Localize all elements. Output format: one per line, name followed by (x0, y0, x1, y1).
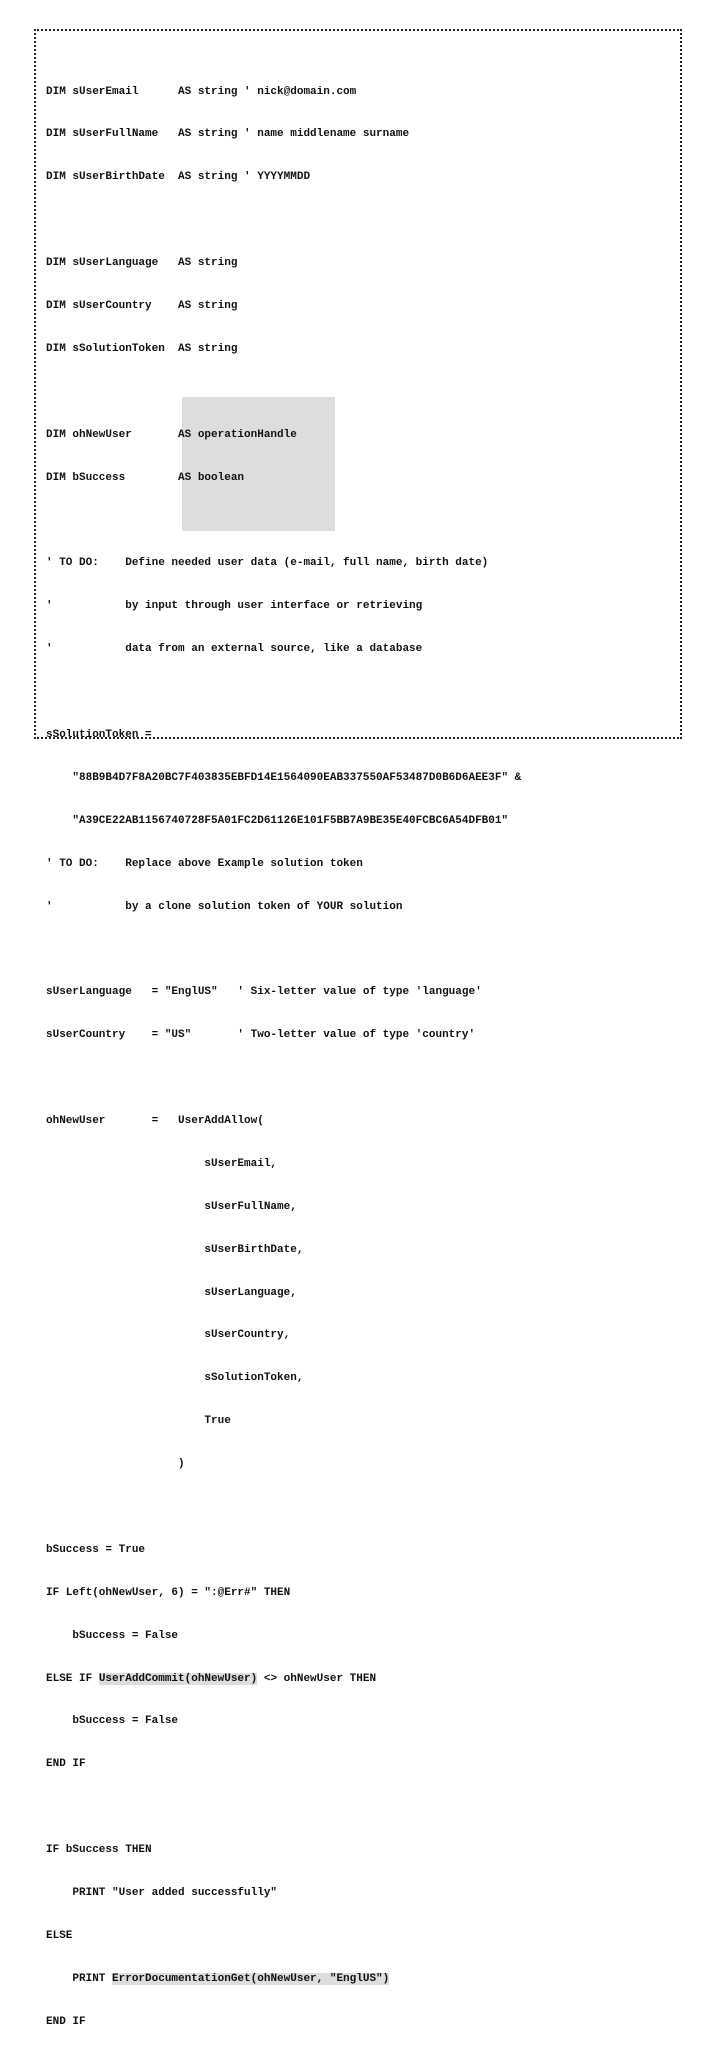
code-line: "88B9B4D7F8A20BC7F403835EBFD14E1564090EAB337550AF53487D0B6D6AEE3F" & (46, 771, 522, 784)
code-line: ' data from an external source, like a database (46, 643, 423, 656)
code-line: DIM sUserLanguage AS string (46, 257, 238, 270)
code-line: DIM bSuccess AS boolean (46, 471, 245, 484)
code-line (46, 385, 521, 399)
code-line: sSolutionToken = (46, 728, 152, 741)
code-line: sUserCountry, (46, 1329, 291, 1342)
code-line: sUserFullName, (46, 1200, 297, 1213)
code-line (46, 1071, 521, 1085)
code-line: DIM sUserEmail AS string ' nick@domain.com (46, 85, 357, 98)
code-line (46, 1800, 521, 1814)
code-listing-box (34, 29, 682, 2028)
code-line: DIM sUserFullName AS string ' name middlename surname (46, 128, 410, 141)
code-line: sUserLanguage, (46, 1286, 297, 1299)
code-line: DIM sUserBirthDate AS string ' YYYYMMDD (46, 171, 311, 184)
assignment-prefix: ohNewUser = (46, 1114, 179, 1127)
code-line: "A39CE22AB1156740728F5A01FC2D61126E101F5BB7A9BE35E40FCBC6A54DFB01" (46, 814, 509, 827)
code-line: sUserEmail, (46, 1157, 278, 1170)
code-line: ' by input through user interface or retrieving (46, 600, 423, 613)
code-line: ' TO DO: Replace above Example solution token (46, 857, 363, 870)
code-line (46, 213, 521, 227)
code-line: bSuccess = False (46, 1629, 179, 1642)
code-line: bSuccess = True (46, 1543, 146, 1556)
code-line: ) (46, 1458, 185, 1471)
code-line (46, 1500, 521, 1514)
code-line: END IF (46, 1758, 86, 1771)
code-line (46, 942, 521, 956)
code-line: DIM sUserCountry AS string (46, 300, 238, 313)
print-keyword: PRINT (46, 1972, 113, 1985)
user-add-commit-call: UserAddCommit(ohNewUser) (98, 1672, 258, 1685)
code-listing (46, 56, 521, 2058)
code-line: ' by a clone solution token of YOUR solution (46, 900, 403, 913)
code-line: IF bSuccess THEN (46, 1844, 152, 1857)
error-documentation-get-call: ErrorDocumentationGet(ohNewUser, "EnglUS") (112, 1972, 390, 1985)
code-line (46, 514, 521, 528)
code-line: PRINT "User added successfully" (46, 1887, 278, 1899)
code-line: DIM ohNewUser AS operationHandle (46, 428, 297, 441)
code-line: bSuccess = False (46, 1715, 179, 1728)
code-line (46, 1672, 521, 1686)
code-line: ' TO DO: Define needed user data (e-mail, full name, birth date) (46, 557, 489, 570)
comparison-suffix: <> ohNewUser THEN (257, 1672, 377, 1685)
code-line: ELSE (46, 1929, 73, 1942)
code-line (46, 1972, 521, 1986)
code-line: sUserLanguage = "EnglUS" ' Six-letter value of type 'language' (46, 986, 482, 999)
code-line (46, 1114, 521, 1128)
code-line: sSolutionToken, (46, 1372, 304, 1385)
else-if-keyword: ELSE IF (46, 1672, 99, 1685)
code-line: END IF (46, 2015, 86, 2028)
code-line: True (46, 1415, 231, 1428)
code-line (46, 685, 521, 699)
code-line: sUserCountry = "US" ' Two-letter value of type 'country' (46, 1029, 476, 1042)
user-add-allow-call: UserAddAllow( (178, 1114, 264, 1127)
code-line: IF Left(ohNewUser, 6) = ":@Err#" THEN (46, 1586, 291, 1599)
code-line: DIM sSolutionToken AS string (46, 342, 238, 355)
code-line: sUserBirthDate, (46, 1243, 304, 1256)
